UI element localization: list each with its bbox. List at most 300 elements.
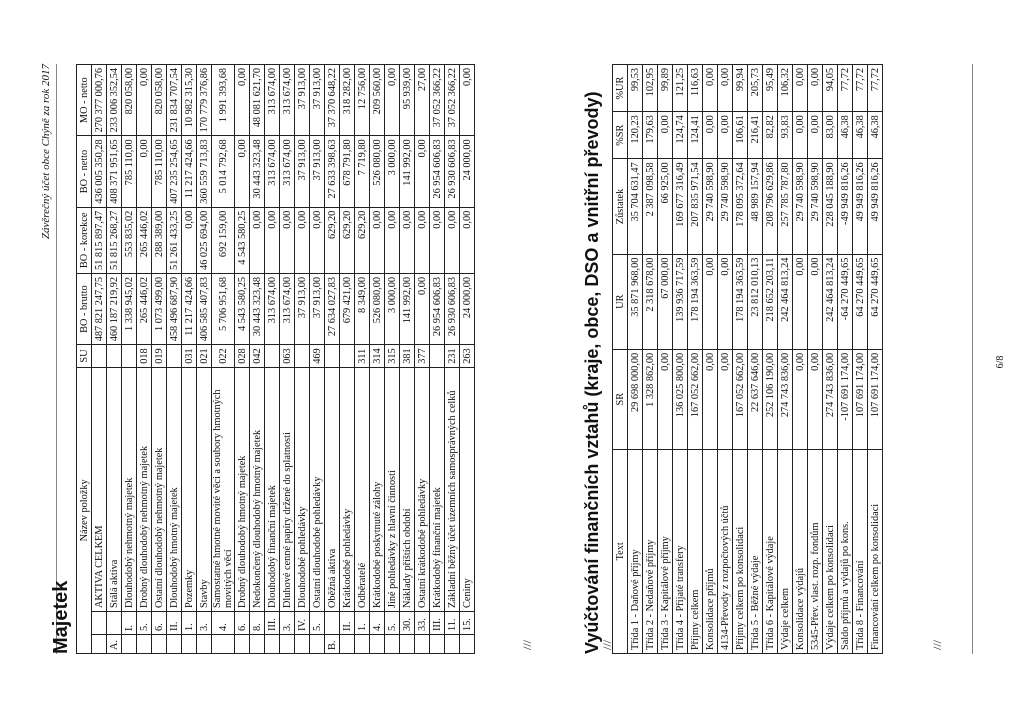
financni-cell: 29 740 598,90 [808, 159, 823, 254]
majetek-cell [325, 612, 340, 635]
financni-cell: Třída 3 - Kapitálové příjmy [658, 449, 673, 653]
majetek-row [182, 65, 197, 654]
majetek-row [355, 65, 370, 654]
majetek-cell: 27 633 398,63 [325, 136, 340, 207]
majetek-cell [325, 345, 340, 367]
financni-cell: 0,00 [793, 65, 808, 112]
financni-row [793, 65, 808, 654]
financni-cell: 77,72 [868, 65, 883, 112]
majetek-cell: 0,00 [235, 136, 250, 207]
majetek-cell: 37 913,00 [310, 273, 325, 344]
financni-cell: 107 691 174,00 [868, 349, 883, 449]
financni-row [658, 65, 673, 654]
majetek-cell: 313 674,00 [265, 273, 280, 344]
majetek-cell: 0,00 [370, 207, 385, 273]
financni-cell: Konsolidace příjmů [703, 449, 718, 653]
majetek-cell: 5. [137, 612, 152, 635]
majetek-cell: 95 939,00 [400, 65, 415, 136]
majetek-cell: 8 349,00 [355, 273, 370, 344]
majetek-cell: Odběratelé [355, 367, 370, 611]
financni-cell: Příjmy celkem [688, 449, 703, 653]
financni-row [823, 65, 838, 654]
financni-cell: Konsolidace výdajů [793, 449, 808, 653]
financni-cell: 205,73 [748, 65, 763, 112]
majetek-cell: 313 674,00 [265, 136, 280, 207]
majetek-cell [445, 635, 460, 654]
financni-cell: 0,00 [658, 349, 673, 449]
financni-cell: 46,38 [868, 112, 883, 159]
financni-cell: 29 740 598,90 [703, 159, 718, 254]
majetek-cell: 209 560,00 [370, 65, 385, 136]
majetek-cell: 0,00 [137, 136, 152, 207]
majetek-cell: 313 674,00 [280, 136, 295, 207]
majetek-cell [280, 635, 295, 654]
majetek-cell: 314 [370, 345, 385, 367]
financni-cell: 0,00 [808, 254, 823, 349]
financni-row [718, 65, 733, 654]
financni-cell: 242 464 813,24 [778, 254, 793, 349]
majetek-cell: 031 [182, 345, 197, 367]
financni-cell: 67 000,00 [658, 254, 673, 349]
majetek-cell: 5. [385, 612, 400, 635]
majetek-cell: 0,00 [310, 207, 325, 273]
financni-cell: 208 796 629,86 [763, 159, 778, 254]
majetek-cell: Základní běžný účet územních samosprávných celků [445, 367, 460, 611]
majetek-row [235, 65, 250, 654]
majetek-cell [92, 612, 107, 635]
majetek-cell: 785 110,00 [152, 136, 167, 207]
majetek-cell [182, 635, 197, 654]
majetek-cell [122, 345, 137, 367]
financni-cell: 242 464 813,24 [823, 254, 838, 349]
col-header: %UR [613, 65, 628, 112]
majetek-cell: Pozemky [182, 367, 197, 611]
financni-cell: 1 328 862,00 [643, 349, 658, 449]
financni-cell: 0,00 [718, 65, 733, 112]
document-header: Závěrečný účet obce Chýně za rok 2017 [40, 64, 52, 240]
majetek-cell: Samostatné hmotné movité věci a soubory hmotných movitých věcí [212, 367, 235, 611]
majetek-row [250, 65, 265, 654]
majetek-cell: 5 706 951,68 [212, 273, 235, 344]
financni-cell: 5345-Přev. vlast. rozp. fondům [808, 449, 823, 653]
financni-row [763, 65, 778, 654]
majetek-cell [355, 635, 370, 654]
financni-cell: 121,25 [673, 65, 688, 112]
majetek-cell: II. [340, 612, 355, 635]
majetek-cell [430, 345, 445, 367]
majetek-cell: 018 [137, 345, 152, 367]
majetek-cell: 12 756,00 [355, 65, 370, 136]
majetek-row [122, 65, 137, 654]
financni-row [808, 65, 823, 654]
financni-cell: 106,32 [778, 65, 793, 112]
majetek-cell: 288 389,00 [152, 207, 167, 273]
majetek-row [167, 65, 182, 654]
majetek-cell: 0,00 [415, 273, 430, 344]
col-header: UR [613, 254, 628, 349]
majetek-cell: 48 081 621,70 [250, 65, 265, 136]
majetek-row [325, 65, 340, 654]
financni-cell: Třída 5 - Běžné výdaje [748, 449, 763, 653]
financni-row [688, 65, 703, 654]
majetek-cell: 0,00 [430, 207, 445, 273]
majetek-cell: 820 058,00 [122, 65, 137, 136]
majetek-cell [400, 635, 415, 654]
majetek-cell: 4. [212, 612, 235, 635]
financni-cell: 77,72 [853, 65, 868, 112]
majetek-cell: 1. [182, 612, 197, 635]
majetek-cell: 553 835,02 [122, 207, 137, 273]
col-header: SR [613, 349, 628, 449]
financni-row [853, 65, 868, 654]
majetek-cell: 0,00 [385, 65, 400, 136]
financni-cell: Příjmy celkem po konsolidaci [733, 449, 748, 653]
majetek-cell [340, 345, 355, 367]
majetek-row [370, 65, 385, 654]
financni-cell: 0,00 [658, 112, 673, 159]
financni-cell: Třída 8 - Financování [853, 449, 868, 653]
col-header: Název položky [77, 367, 92, 653]
financni-cell: 23 812 010,13 [748, 254, 763, 349]
majetek-cell: 313 674,00 [265, 65, 280, 136]
majetek-header-row [77, 65, 92, 654]
majetek-cell: 263 [460, 345, 475, 367]
majetek-cell: 0,00 [445, 207, 460, 273]
majetek-row [445, 65, 460, 654]
majetek-cell: 019 [152, 345, 167, 367]
majetek-cell: Dlouhodobý finanční majetek [265, 367, 280, 611]
financni-row [838, 65, 853, 654]
financni-cell: -107 691 174,00 [838, 349, 853, 449]
majetek-cell [430, 635, 445, 654]
majetek-cell: 460 187 219,92 [107, 273, 122, 344]
majetek-cell: 231 834 707,54 [167, 65, 182, 136]
financni-cell: 49 949 816,26 [868, 159, 883, 254]
majetek-cell: 37 052 366,22 [430, 65, 445, 136]
majetek-cell: B. [325, 635, 340, 654]
financni-cell: 207 835 971,54 [688, 159, 703, 254]
majetek-cell: 377 [415, 345, 430, 367]
majetek-row [385, 65, 400, 654]
majetek-cell [265, 635, 280, 654]
financni-cell: Třída 4 - Přijaté transfery [673, 449, 688, 653]
majetek-cell: III. [430, 612, 445, 635]
financni-cell: 66 925,00 [658, 159, 673, 254]
majetek-cell: 4 543 580,25 [235, 207, 250, 273]
majetek-cell: Ostatní krátkodobé pohledávky [415, 367, 430, 611]
col-header: MO - netto [77, 65, 92, 136]
financni-cell: 257 785 787,80 [778, 159, 793, 254]
majetek-cell [92, 345, 107, 367]
majetek-cell: 692 159,00 [212, 207, 235, 273]
majetek-row [92, 65, 107, 654]
majetek-cell: 469 [310, 345, 325, 367]
majetek-cell: 4 543 580,25 [235, 273, 250, 344]
financni-cell: Financování celkem po konsolidaci [868, 449, 883, 653]
financni-cell: 77,72 [838, 65, 853, 112]
majetek-cell: 0,00 [415, 136, 430, 207]
majetek-cell [250, 635, 265, 654]
majetek-cell [235, 635, 250, 654]
financni-cell: 0,00 [703, 112, 718, 159]
majetek-cell: 30 443 323,48 [250, 273, 265, 344]
majetek-cell: 785 110,00 [122, 136, 137, 207]
financni-cell: 0,00 [703, 254, 718, 349]
financni-cell: 218 652 203,11 [763, 254, 778, 349]
majetek-cell: 021 [197, 345, 212, 367]
majetek-cell [415, 635, 430, 654]
majetek-cell: 37 913,00 [310, 65, 325, 136]
majetek-cell: 3. [197, 612, 212, 635]
majetek-cell: Dlouhodobé pohledávky [295, 367, 310, 611]
majetek-cell: 5 014 792,68 [212, 136, 235, 207]
financni-cell: 49 949 816,26 [853, 159, 868, 254]
financni-cell: 4134-Převody z rozpočtových účtů [718, 449, 733, 653]
financni-cell: 274 743 836,00 [778, 349, 793, 449]
majetek-cell: Oběžná aktiva [325, 367, 340, 611]
majetek-cell: 265 446,02 [137, 273, 152, 344]
financni-table [612, 64, 883, 654]
majetek-cell: 51 261 433,25 [167, 207, 182, 273]
majetek-cell: 15. [460, 612, 475, 635]
majetek-cell: 1 073 499,00 [152, 273, 167, 344]
majetek-cell: 0,00 [280, 207, 295, 273]
majetek-row [280, 65, 295, 654]
majetek-cell [197, 635, 212, 654]
majetek-cell: 11 217 424,66 [182, 136, 197, 207]
financni-cell: 82,82 [763, 112, 778, 159]
financni-title: Vyúčtování finančních vztahů (kraje, obce, DSO a vnitřní převody) [582, 91, 602, 654]
financni-row [643, 65, 658, 654]
financni-cell: 29 740 598,90 [718, 159, 733, 254]
majetek-cell: 0,00 [137, 65, 152, 136]
col-header: BO - netto [77, 136, 92, 207]
majetek-cell: 436 005 350,28 [92, 136, 107, 207]
majetek-cell: Ceniny [460, 367, 475, 611]
majetek-row [310, 65, 325, 654]
majetek-cell: 27 634 027,83 [325, 273, 340, 344]
financni-cell: 29 698 000,00 [628, 349, 643, 449]
majetek-cell: 629,20 [340, 207, 355, 273]
majetek-cell: 37 913,00 [295, 65, 310, 136]
financni-cell: 99,94 [733, 65, 748, 112]
financni-row [703, 65, 718, 654]
financni-cell: 252 106 190,00 [763, 349, 778, 449]
majetek-cell: 318 282,00 [340, 65, 355, 136]
majetek-cell: 313 674,00 [280, 65, 295, 136]
majetek-cell [310, 635, 325, 654]
financni-cell: 136 025 800,00 [673, 349, 688, 449]
footer-rule [972, 64, 973, 654]
financni-cell: 46,38 [838, 112, 853, 159]
majetek-cell: 028 [235, 345, 250, 367]
financni-cell: 93,83 [778, 112, 793, 159]
majetek-cell: Drobný dlouhodobý nehmotný majetek [137, 367, 152, 611]
majetek-cell: 679 421,00 [340, 273, 355, 344]
financni-cell: 0,00 [718, 254, 733, 349]
financni-cell: 94,05 [823, 65, 838, 112]
majetek-row [137, 65, 152, 654]
majetek-cell: 233 006 352,54 [107, 65, 122, 136]
majetek-cell [212, 635, 235, 654]
majetek-cell [92, 635, 107, 654]
financni-cell: 120,23 [628, 112, 643, 159]
majetek-cell: 6. [152, 612, 167, 635]
majetek-cell: 37 370 648,22 [325, 65, 340, 136]
majetek-cell: 46 025 694,00 [197, 207, 212, 273]
majetek-row [430, 65, 445, 654]
majetek-cell [340, 635, 355, 654]
majetek-row [400, 65, 415, 654]
majetek-body [92, 65, 475, 654]
majetek-table [76, 64, 475, 654]
majetek-row [107, 65, 122, 654]
majetek-cell: 022 [212, 345, 235, 367]
financni-cell: 0,00 [703, 349, 718, 449]
majetek-cell [152, 635, 167, 654]
majetek-cell: 26 954 606,83 [430, 136, 445, 207]
majetek-cell: 3 000,00 [385, 136, 400, 207]
financni-cell: 167 052 662,00 [688, 349, 703, 449]
majetek-cell: 678 791,80 [340, 136, 355, 207]
majetek-cell: Ostatní dlouhodobý nehmotný majetek [152, 367, 167, 611]
financni-cell: 0,00 [808, 112, 823, 159]
majetek-cell [107, 612, 122, 635]
financni-cell: 35 704 631,47 [628, 159, 643, 254]
financni-cell: 116,63 [688, 65, 703, 112]
majetek-cell: 37 052 366,22 [445, 65, 460, 136]
majetek-cell: 381 [400, 345, 415, 367]
majetek-cell: Nedokončený dlouhodobý hmotný majetek [250, 367, 265, 611]
majetek-cell [295, 635, 310, 654]
majetek-cell: Dluhové cenné papíry držené do splatnosti [280, 367, 295, 611]
majetek-cell [265, 345, 280, 367]
financni-cell: 228 045 188,90 [823, 159, 838, 254]
financni-cell: 22 637 646,00 [748, 349, 763, 449]
majetek-cell: 042 [250, 345, 265, 367]
majetek-cell: 30 443 323,48 [250, 136, 265, 207]
financni-cell: 35 871 968,00 [628, 254, 643, 349]
majetek-cell [295, 345, 310, 367]
majetek-cell: 360 559 713,83 [197, 136, 212, 207]
majetek-row [295, 65, 310, 654]
majetek-cell: 24 000,00 [460, 136, 475, 207]
financni-row [628, 65, 643, 654]
majetek-cell: 063 [280, 345, 295, 367]
col-header: BO - brutto [77, 273, 92, 344]
financni-cell: 99,53 [628, 65, 643, 112]
majetek-cell: 313 674,00 [280, 273, 295, 344]
financni-cell: 64 270 449,65 [868, 254, 883, 349]
majetek-cell: Krátkodobý finanční majetek [430, 367, 445, 611]
majetek-cell: Krátkodobé pohledávky [340, 367, 355, 611]
majetek-cell: A. [107, 635, 122, 654]
slash-mark: /// [930, 639, 944, 650]
header-rule [56, 64, 57, 654]
majetek-cell [122, 635, 137, 654]
financni-cell: Třída 6 - Kapitálové výdaje [763, 449, 778, 653]
majetek-cell: 0,00 [295, 207, 310, 273]
majetek-cell: 408 371 951,65 [107, 136, 122, 207]
majetek-cell [460, 635, 475, 654]
financni-cell: 274 743 836,00 [823, 349, 838, 449]
majetek-cell: 0,00 [460, 65, 475, 136]
financni-cell: 0,00 [718, 112, 733, 159]
financni-row [868, 65, 883, 654]
majetek-cell: AKTIVA CELKEM [92, 367, 107, 611]
majetek-row [415, 65, 430, 654]
majetek-cell: 0,00 [182, 207, 197, 273]
financni-cell: 99,89 [658, 65, 673, 112]
financni-cell: 124,41 [688, 112, 703, 159]
majetek-cell: 311 [355, 345, 370, 367]
majetek-cell: 0,00 [250, 207, 265, 273]
majetek-row [265, 65, 280, 654]
financni-cell: 64 270 449,65 [853, 254, 868, 349]
majetek-cell: 315 [385, 345, 400, 367]
majetek-cell: 51 815 268,27 [107, 207, 122, 273]
financni-cell: 179,63 [643, 112, 658, 159]
majetek-row [197, 65, 212, 654]
col-header: %SR [613, 112, 628, 159]
majetek-cell: Náklady příštích období [400, 367, 415, 611]
financni-cell: 167 052 662,00 [733, 349, 748, 449]
majetek-cell: 141 992,00 [400, 136, 415, 207]
financni-cell: Třída 2 - Nedaňové příjmy [643, 449, 658, 653]
col-header: Text [613, 449, 628, 653]
majetek-cell: 27,00 [415, 65, 430, 136]
page-number: 6/8 [995, 355, 1006, 369]
majetek-cell: 526 080,00 [370, 273, 385, 344]
majetek-cell: Drobný dlouhodobý hmotný majetek [235, 367, 250, 611]
majetek-cell: 0,00 [400, 207, 415, 273]
majetek-cell: 37 913,00 [295, 136, 310, 207]
majetek-cell: 26 954 606,83 [430, 273, 445, 344]
financni-cell: 2 387 098,58 [643, 159, 658, 254]
financni-cell: 0,00 [793, 254, 808, 349]
majetek-cell: 270 377 000,76 [92, 65, 107, 136]
majetek-cell: 4. [370, 612, 385, 635]
majetek-cell [385, 635, 400, 654]
financni-cell: 178 095 372,64 [733, 159, 748, 254]
majetek-cell: 0,00 [415, 207, 430, 273]
financni-cell: 0,00 [808, 65, 823, 112]
majetek-cell: 37 913,00 [310, 136, 325, 207]
majetek-cell: 1. [355, 612, 370, 635]
majetek-cell: 51 815 897,47 [92, 207, 107, 273]
majetek-cell: 3. [280, 612, 295, 635]
majetek-cell: 231 [445, 345, 460, 367]
majetek-cell: IV. [295, 612, 310, 635]
majetek-cell [167, 345, 182, 367]
majetek-cell: Ostatní dlouhodobé pohledávky [310, 367, 325, 611]
financni-cell: 0,00 [808, 349, 823, 449]
majetek-cell: Krátkodobé poskytnuté zálohy [370, 367, 385, 611]
majetek-cell: Dlouhodobý hmotný majetek [167, 367, 182, 611]
majetek-cell: 30. [400, 612, 415, 635]
majetek-cell: 406 585 407,83 [197, 273, 212, 344]
financni-cell: 95,49 [763, 65, 778, 112]
majetek-cell: Stavby [197, 367, 212, 611]
majetek-title: Majetek [50, 580, 72, 654]
majetek-cell: Jiné pohledávky z hlavní činnosti [385, 367, 400, 611]
majetek-cell: I. [122, 612, 137, 635]
majetek-cell: 458 496 687,90 [167, 273, 182, 344]
majetek-cell: 1 338 945,02 [122, 273, 137, 344]
col-header: SU [77, 345, 92, 367]
majetek-cell: 5. [310, 612, 325, 635]
slash-mark: /// [600, 639, 614, 650]
